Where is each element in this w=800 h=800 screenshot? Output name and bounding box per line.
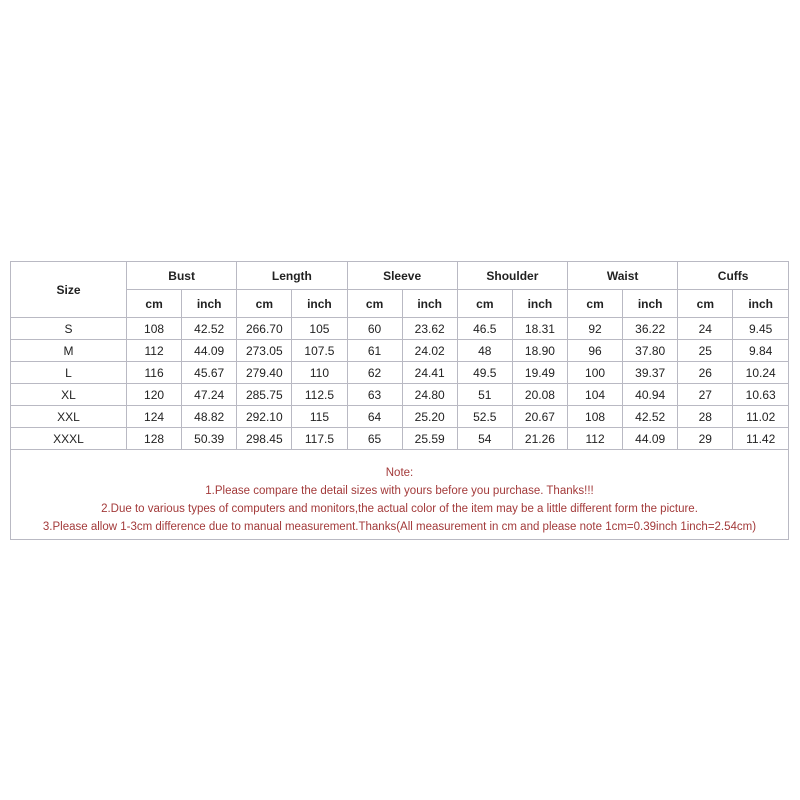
note-line-2: 2.Due to various types of computers and monitors,the actual color of the item may be a little different form the picture. bbox=[101, 503, 698, 515]
measurement-cell: 100 bbox=[568, 362, 623, 384]
measurement-cell: 48 bbox=[457, 340, 512, 362]
measurement-cell: 24.80 bbox=[402, 384, 457, 406]
group-header-waist: Waist bbox=[568, 262, 678, 290]
measurement-cell: 112 bbox=[568, 428, 623, 450]
measurement-cell: 29 bbox=[678, 428, 733, 450]
measurement-cell: 23.62 bbox=[402, 318, 457, 340]
measurement-cell: 108 bbox=[127, 318, 182, 340]
size-cell: M bbox=[11, 340, 127, 362]
measurement-cell: 49.5 bbox=[457, 362, 512, 384]
measurement-cell: 110 bbox=[292, 362, 347, 384]
measurement-cell: 44.09 bbox=[182, 340, 237, 362]
measurement-cell: 62 bbox=[347, 362, 402, 384]
measurement-cell: 48.82 bbox=[182, 406, 237, 428]
unit-header-length-cm: cm bbox=[237, 290, 292, 318]
measurement-cell: 18.31 bbox=[512, 318, 567, 340]
unit-header-shoulder-cm: cm bbox=[457, 290, 512, 318]
unit-header-waist-inch: inch bbox=[623, 290, 678, 318]
measurement-cell: 19.49 bbox=[512, 362, 567, 384]
unit-header-bust-inch: inch bbox=[182, 290, 237, 318]
measurement-cell: 128 bbox=[127, 428, 182, 450]
measurement-cell: 108 bbox=[568, 406, 623, 428]
unit-header-cuffs-inch: inch bbox=[733, 290, 788, 318]
group-header-cuffs: Cuffs bbox=[678, 262, 788, 290]
size-cell: L bbox=[11, 362, 127, 384]
table-row bbox=[11, 428, 788, 450]
unit-header-length-inch: inch bbox=[292, 290, 347, 318]
measurement-cell: 65 bbox=[347, 428, 402, 450]
measurement-cell: 24 bbox=[678, 318, 733, 340]
notes-section bbox=[11, 450, 788, 536]
group-header-length: Length bbox=[237, 262, 347, 290]
measurement-cell: 266.70 bbox=[237, 318, 292, 340]
measurement-cell: 279.40 bbox=[237, 362, 292, 384]
measurement-cell: 45.67 bbox=[182, 362, 237, 384]
unit-header-bust-cm: cm bbox=[127, 290, 182, 318]
group-header-bust: Bust bbox=[127, 262, 237, 290]
measurement-cell: 27 bbox=[678, 384, 733, 406]
measurement-cell: 60 bbox=[347, 318, 402, 340]
measurement-cell: 292.10 bbox=[237, 406, 292, 428]
measurement-cell: 298.45 bbox=[237, 428, 292, 450]
measurement-cell: 42.52 bbox=[182, 318, 237, 340]
measurement-cell: 40.94 bbox=[623, 384, 678, 406]
measurement-cell: 36.22 bbox=[623, 318, 678, 340]
measurement-cell: 9.84 bbox=[733, 340, 788, 362]
group-header-shoulder: Shoulder bbox=[457, 262, 567, 290]
measurement-cell: 51 bbox=[457, 384, 512, 406]
measurement-cell: 61 bbox=[347, 340, 402, 362]
size-cell: XXXL bbox=[11, 428, 127, 450]
size-cell: S bbox=[11, 318, 127, 340]
unit-header-cuffs-cm: cm bbox=[678, 290, 733, 318]
measurement-cell: 120 bbox=[127, 384, 182, 406]
table-body bbox=[11, 318, 788, 450]
measurement-cell: 25.20 bbox=[402, 406, 457, 428]
size-cell: XL bbox=[11, 384, 127, 406]
unit-header-row bbox=[11, 290, 788, 318]
unit-header-sleeve-cm: cm bbox=[347, 290, 402, 318]
measurement-cell: 104 bbox=[568, 384, 623, 406]
unit-header-shoulder-inch: inch bbox=[512, 290, 567, 318]
measurement-cell: 37.80 bbox=[623, 340, 678, 362]
table-row bbox=[11, 340, 788, 362]
measurement-cell: 112 bbox=[127, 340, 182, 362]
note-line-1: 1.Please compare the detail sizes with yours before you purchase. Thanks!!! bbox=[205, 485, 594, 497]
unit-header-sleeve-inch: inch bbox=[402, 290, 457, 318]
measurement-cell: 39.37 bbox=[623, 362, 678, 384]
size-table bbox=[11, 262, 788, 450]
measurement-cell: 42.52 bbox=[623, 406, 678, 428]
measurement-cell: 26 bbox=[678, 362, 733, 384]
measurement-cell: 112.5 bbox=[292, 384, 347, 406]
measurement-cell: 44.09 bbox=[623, 428, 678, 450]
measurement-cell: 107.5 bbox=[292, 340, 347, 362]
measurement-cell: 54 bbox=[457, 428, 512, 450]
measurement-cell: 24.02 bbox=[402, 340, 457, 362]
measurement-cell: 63 bbox=[347, 384, 402, 406]
measurement-cell: 105 bbox=[292, 318, 347, 340]
measurement-cell: 96 bbox=[568, 340, 623, 362]
measurement-cell: 20.08 bbox=[512, 384, 567, 406]
measurement-cell: 28 bbox=[678, 406, 733, 428]
measurement-cell: 115 bbox=[292, 406, 347, 428]
table-row bbox=[11, 384, 788, 406]
size-cell: XXL bbox=[11, 406, 127, 428]
table-row bbox=[11, 362, 788, 384]
size-chart bbox=[10, 261, 789, 540]
measurement-cell: 124 bbox=[127, 406, 182, 428]
unit-header-waist-cm: cm bbox=[568, 290, 623, 318]
measurement-cell: 116 bbox=[127, 362, 182, 384]
measurement-cell: 10.63 bbox=[733, 384, 788, 406]
measurement-cell: 50.39 bbox=[182, 428, 237, 450]
measurement-cell: 273.05 bbox=[237, 340, 292, 362]
measurement-cell: 11.42 bbox=[733, 428, 788, 450]
note-line-3: 3.Please allow 1-3cm difference due to manual measurement.Thanks(All measurement in cm and please note 1cm=0.39inch 1inch=2.54cm) bbox=[42, 521, 757, 533]
measurement-cell: 117.5 bbox=[292, 428, 347, 450]
measurement-cell: 20.67 bbox=[512, 406, 567, 428]
group-header-sleeve: Sleeve bbox=[347, 262, 457, 290]
measurement-cell: 21.26 bbox=[512, 428, 567, 450]
measurement-cell: 92 bbox=[568, 318, 623, 340]
measurement-cell: 24.41 bbox=[402, 362, 457, 384]
measurement-cell: 25.59 bbox=[402, 428, 457, 450]
measurement-cell: 11.02 bbox=[733, 406, 788, 428]
measurement-cell: 25 bbox=[678, 340, 733, 362]
note-title: Note: bbox=[385, 467, 414, 479]
size-column-header: Size bbox=[11, 262, 127, 318]
measurement-cell: 64 bbox=[347, 406, 402, 428]
table-row bbox=[11, 406, 788, 428]
measurement-cell: 10.24 bbox=[733, 362, 788, 384]
table-row bbox=[11, 318, 788, 340]
measurement-cell: 46.5 bbox=[457, 318, 512, 340]
measurement-cell: 47.24 bbox=[182, 384, 237, 406]
measurement-cell: 285.75 bbox=[237, 384, 292, 406]
measurement-cell: 18.90 bbox=[512, 340, 567, 362]
table-header-row bbox=[11, 262, 788, 290]
measurement-cell: 9.45 bbox=[733, 318, 788, 340]
measurement-cell: 52.5 bbox=[457, 406, 512, 428]
